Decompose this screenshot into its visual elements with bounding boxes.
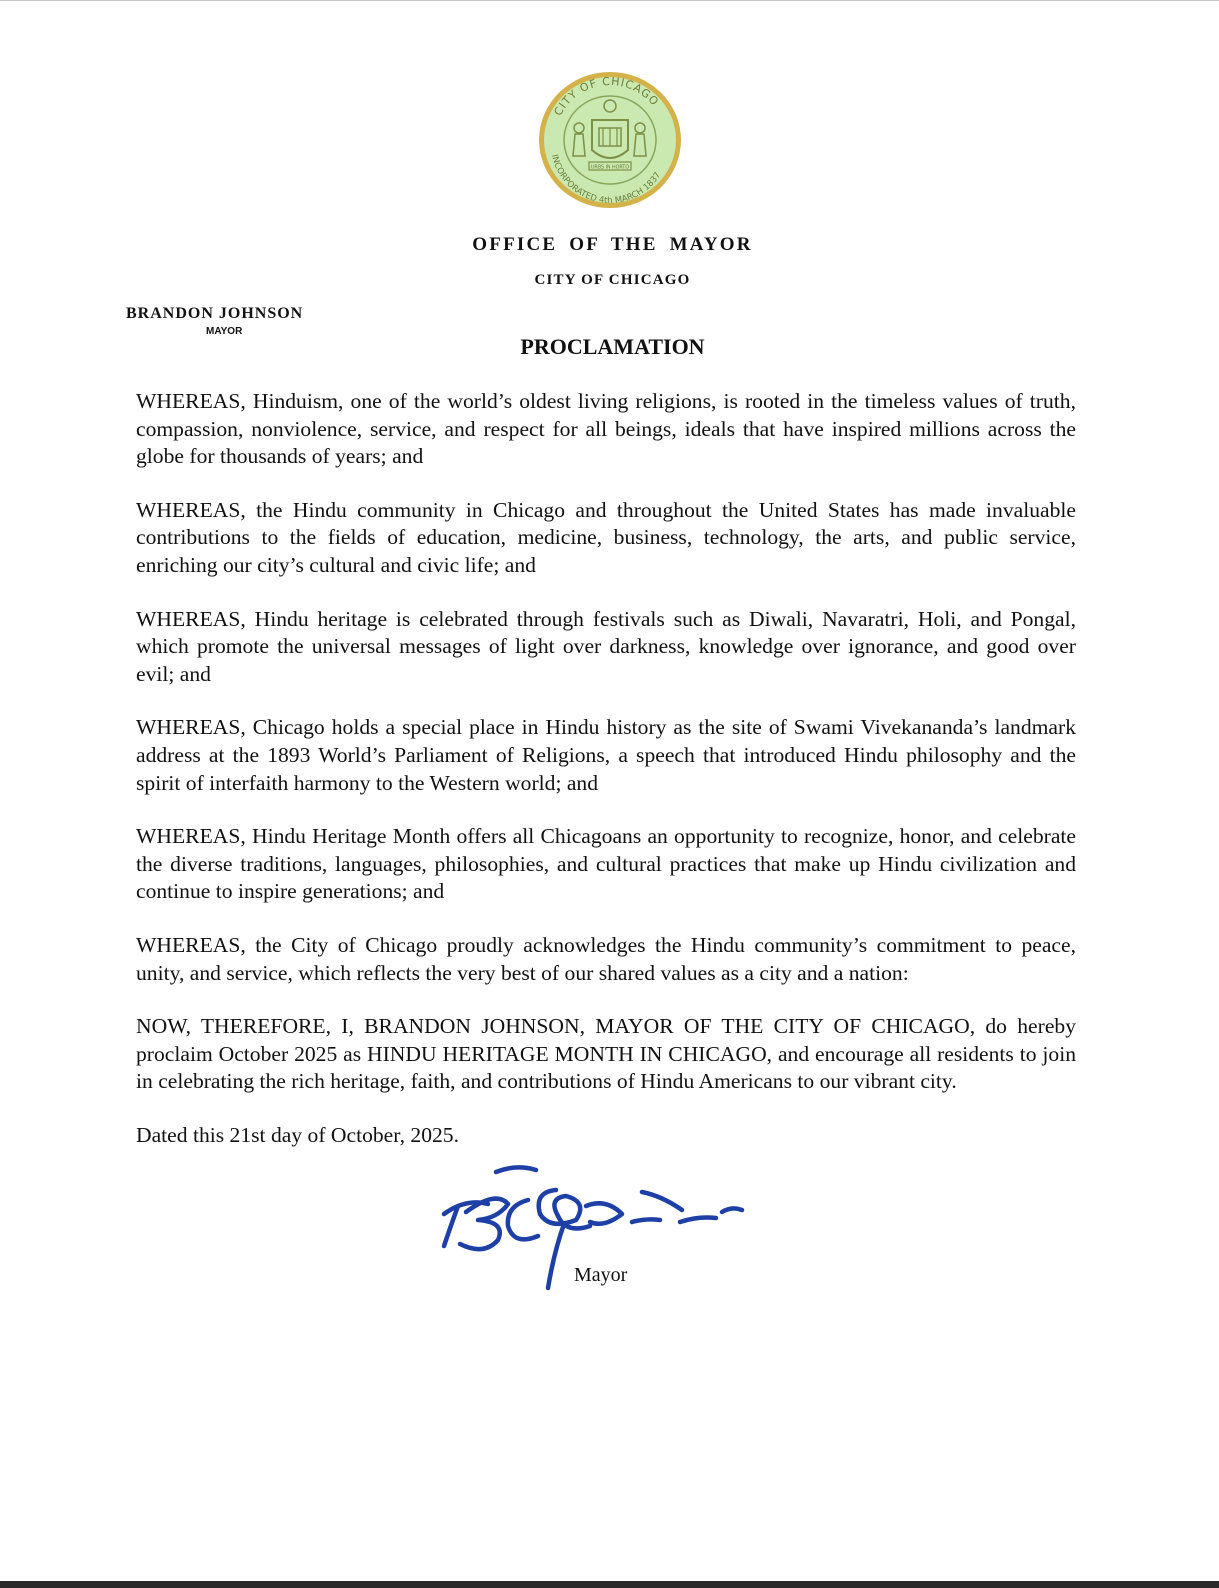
bottom-border bbox=[0, 1581, 1219, 1588]
resolution-paragraph: NOW, THEREFORE, I, BRANDON JOHNSON, MAYOR OF THE CITY OF CHICAGO, do hereby proclaim October 2025 as HINDU HERITAGE MONTH IN CHICAGO, and encourage all residents to join in celebrating the rich heritage, faith, and contributions of Hindu Americans to our vibrant city. bbox=[136, 1014, 1076, 1094]
city-seal-icon bbox=[537, 70, 683, 210]
svg-text:URBS IN HORTO: URBS IN HORTO bbox=[590, 165, 630, 171]
mayor-name: BRANDON JOHNSON bbox=[126, 305, 304, 322]
office-title: OFFICE OF THE MAYOR bbox=[472, 234, 753, 255]
whereas-paragraph: WHEREAS, Hinduism, one of the world’s oldest living religions, is rooted in the timeless values of truth, compassion, nonviolence, service, and respect for all beings, ideals that have inspired millions across the globe for thousands of years; and bbox=[136, 389, 1076, 469]
office-subtitle: CITY OF CHICAGO bbox=[534, 272, 691, 288]
signature-label: Mayor bbox=[574, 1264, 628, 1286]
whereas-paragraph: WHEREAS, Chicago holds a special place in Hindu history as the site of Swami Vivekananda’s landmark address at the 1893 World’s Parliament of Religions, a speech that introduced Hindu philosophy and the spirit of interfaith harmony to the Western world; and bbox=[136, 715, 1076, 795]
dated-line: Dated this 21st day of October, 2025. bbox=[136, 1122, 459, 1147]
svg-text:INCORPORATED 4th MARCH 1837: INCORPORATED 4th MARCH 1837 bbox=[549, 153, 664, 207]
svg-text:CITY OF CHICAGO: CITY OF CHICAGO bbox=[551, 74, 662, 119]
proclamation-heading: PROCLAMATION bbox=[520, 334, 705, 359]
whereas-paragraph: WHEREAS, Hindu heritage is celebrated through festivals such as Diwali, Navaratri, Holi, and Pongal, which promote the universal messages of light over darkness, knowledge over ignorance, and good over evil; and bbox=[136, 606, 1076, 686]
mayor-title: MAYOR bbox=[206, 326, 243, 337]
whereas-paragraph: WHEREAS, the Hindu community in Chicago and throughout the United States has made invaluable contributions to the fields of education, medicine, business, technology, the arts, and public service, enriching our city’s cultural and civic life; and bbox=[136, 497, 1076, 577]
top-border bbox=[0, 0, 1219, 1]
whereas-paragraph: WHEREAS, the City of Chicago proudly acknowledges the Hindu community’s commitment to peace, unity, and service, which reflects the very best of our shared values as a city and a nation: bbox=[136, 932, 1076, 985]
whereas-paragraph: WHEREAS, Hindu Heritage Month offers all Chicagoans an opportunity to recognize, honor, and celebrate the diverse traditions, languages, philosophies, and cultural practices that make up Hindu civilization and continue to inspire generations; and bbox=[136, 824, 1076, 904]
proclamation-body bbox=[136, 388, 1076, 1175]
